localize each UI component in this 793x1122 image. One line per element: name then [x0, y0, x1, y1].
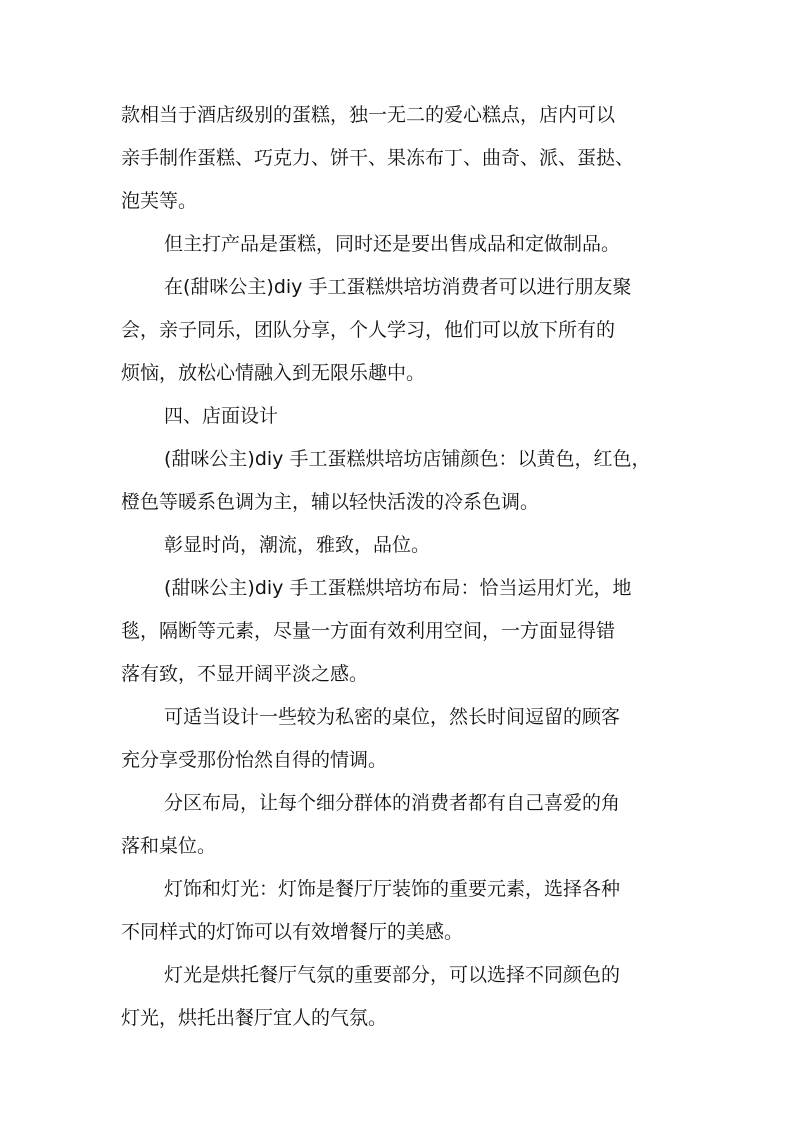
- paragraph-line-17: 分区布局，让每个细分群体的消费者都有自己喜爱的角: [164, 792, 621, 814]
- paragraph-line-3: 泡芙等。: [121, 190, 198, 212]
- paragraph-line-20: 不同样式的灯饰可以有效增餐厅的美感。: [121, 921, 464, 943]
- paragraph-line-1: 款相当于酒店级别的蛋糕，独一无二的爱心糕点，店内可以: [121, 104, 616, 126]
- paragraph-line-5: 在(甜咪公主)diy 手工蛋糕烘培坊消费者可以进行朋友聚: [164, 276, 632, 298]
- paragraph-line-6: 会，亲子同乐，团队分享，个人学习，他们可以放下所有的: [121, 319, 616, 341]
- paragraph-line-12: (甜咪公主)diy 手工蛋糕烘培坊布局：恰当运用灯光，地: [164, 577, 632, 599]
- paragraph-line-9: (甜咪公主)diy 手工蛋糕烘培坊店铺颜色：以黄色，红色，: [164, 448, 651, 470]
- paragraph-line-14: 落有致，不显开阔平淡之感。: [121, 663, 369, 685]
- paragraph-line-7: 烦恼，放松心情融入到无限乐趣中。: [121, 362, 426, 384]
- paragraph-line-16: 充分享受那份怡然自得的情调。: [121, 749, 388, 771]
- paragraph-line-18: 落和桌位。: [121, 835, 217, 857]
- paragraph-line-22: 灯光，烘托出餐厅宜人的气氛。: [121, 1007, 388, 1029]
- paragraph-line-13: 毯，隔断等元素，尽量一方面有效利用空间，一方面显得错: [121, 620, 616, 642]
- paragraph-line-4: 但主打产品是蛋糕，同时还是要出售成品和定做制品。: [164, 233, 621, 255]
- paragraph-line-2: 亲手制作蛋糕、巧克力、饼干、果冻布丁、曲奇、派、蛋挞、: [121, 147, 635, 169]
- paragraph-line-19: 灯饰和灯光：灯饰是餐厅厅装饰的重要元素，选择各种: [164, 878, 621, 900]
- section-heading: 四、店面设计: [164, 405, 279, 427]
- paragraph-line-11: 彰显时尚，潮流，雅致，品位。: [164, 534, 431, 556]
- paragraph-line-15: 可适当设计一些较为私密的桌位，然长时间逗留的顾客: [164, 706, 621, 728]
- paragraph-line-21: 灯光是烘托餐厅气氛的重要部分，可以选择不同颜色的: [164, 964, 621, 986]
- paragraph-line-10: 橙色等暖系色调为主，辅以轻快活泼的冷系色调。: [121, 491, 540, 513]
